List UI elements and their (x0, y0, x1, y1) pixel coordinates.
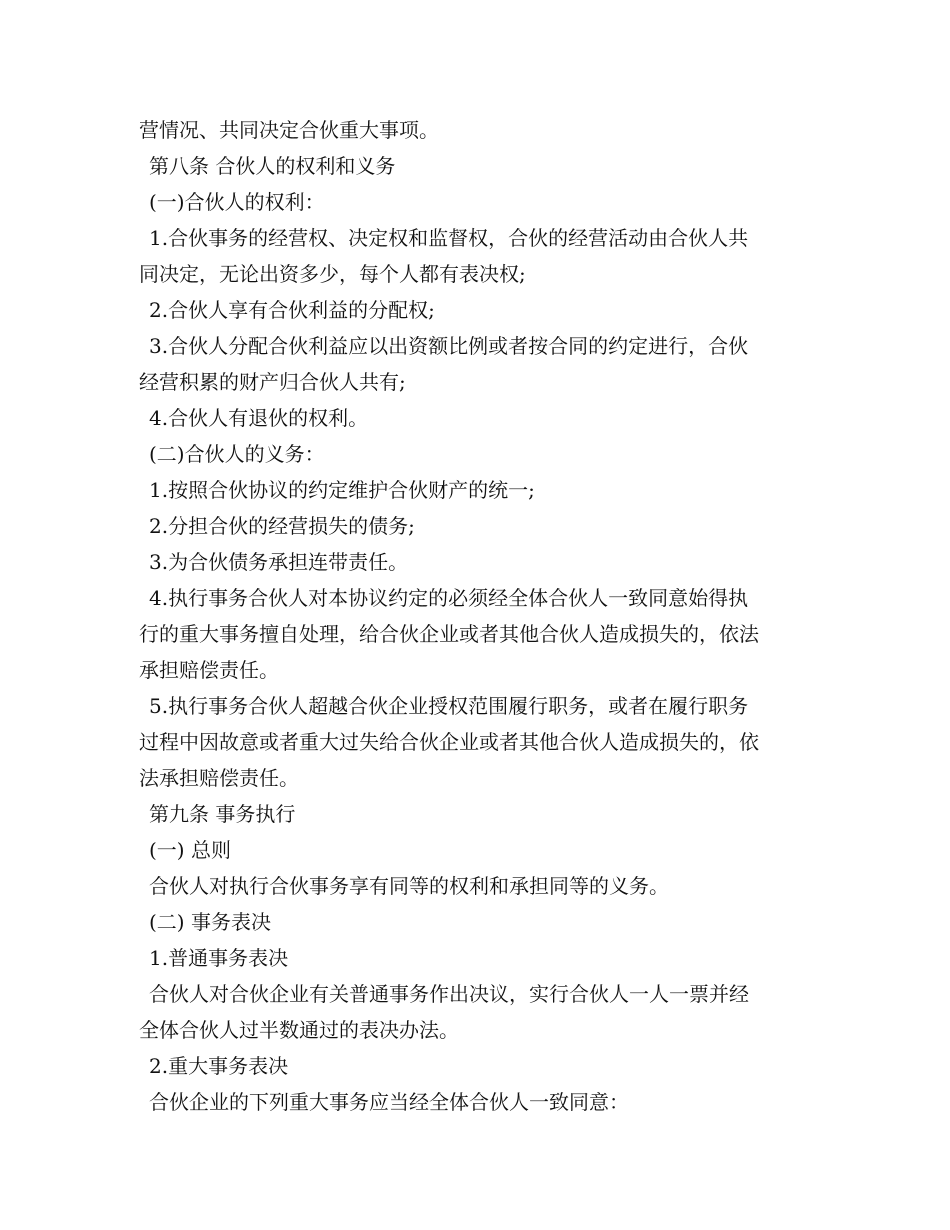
text-line: 2.合伙人享有合伙利益的分配权; (149, 298, 435, 322)
text-line: (二) 事务表决 (149, 910, 271, 934)
document-body (139, 112, 815, 1120)
text-line: 3.为合伙债务承担连带责任。 (149, 550, 409, 574)
text-line: 行的重大事务擅自处理，给合伙企业或者其他合伙人造成损失的，依法 (139, 622, 759, 646)
text-line: 5.执行事务合伙人超越合伙企业授权范围履行职务，或者在履行职务 (149, 694, 749, 718)
text-line: 第九条 事务执行 (149, 802, 296, 826)
text-line: 经营积累的财产归合伙人共有; (139, 370, 406, 394)
text-line: (二)合伙人的义务： (149, 442, 325, 466)
text-line: 第八条 合伙人的权利和义务 (149, 154, 396, 178)
text-line: 1.普通事务表决 (149, 946, 289, 970)
text-line: 3.合伙人分配合伙利益应以出资额比例或者按合同的约定进行，合伙 (149, 334, 749, 358)
text-line: 合伙企业的下列重大事务应当经全体合伙人一致同意： (149, 1090, 629, 1114)
text-line: 全体合伙人过半数通过的表决办法。 (139, 1018, 459, 1042)
text-line: 承担赔偿责任。 (139, 658, 279, 682)
text-line: 营情况、共同决定合伙重大事项。 (139, 118, 439, 142)
text-line: 1.合伙事务的经营权、决定权和监督权，合伙的经营活动由合伙人共 (149, 226, 749, 250)
text-line: (一) 总则 (149, 838, 231, 862)
text-line: 合伙人对合伙企业有关普通事务作出决议，实行合伙人一人一票并经 (149, 982, 749, 1006)
text-line: 1.按照合伙协议的约定维护合伙财产的统一; (149, 478, 535, 502)
text-line: 2.重大事务表决 (149, 1054, 289, 1078)
text-line: (一)合伙人的权利： (149, 190, 325, 214)
text-line: 2.分担合伙的经营损失的债务; (149, 514, 415, 538)
text-line: 4.合伙人有退伙的权利。 (149, 406, 369, 430)
text-line: 同决定，无论出资多少，每个人都有表决权; (139, 262, 526, 286)
text-line: 法承担赔偿责任。 (139, 766, 299, 790)
text-line: 4.执行事务合伙人对本协议约定的必须经全体合伙人一致同意始得执 (149, 586, 749, 610)
text-line: 合伙人对执行合伙事务享有同等的权利和承担同等的义务。 (149, 874, 669, 898)
text-line: 过程中因故意或者重大过失给合伙企业或者其他合伙人造成损失的，依 (139, 730, 759, 754)
